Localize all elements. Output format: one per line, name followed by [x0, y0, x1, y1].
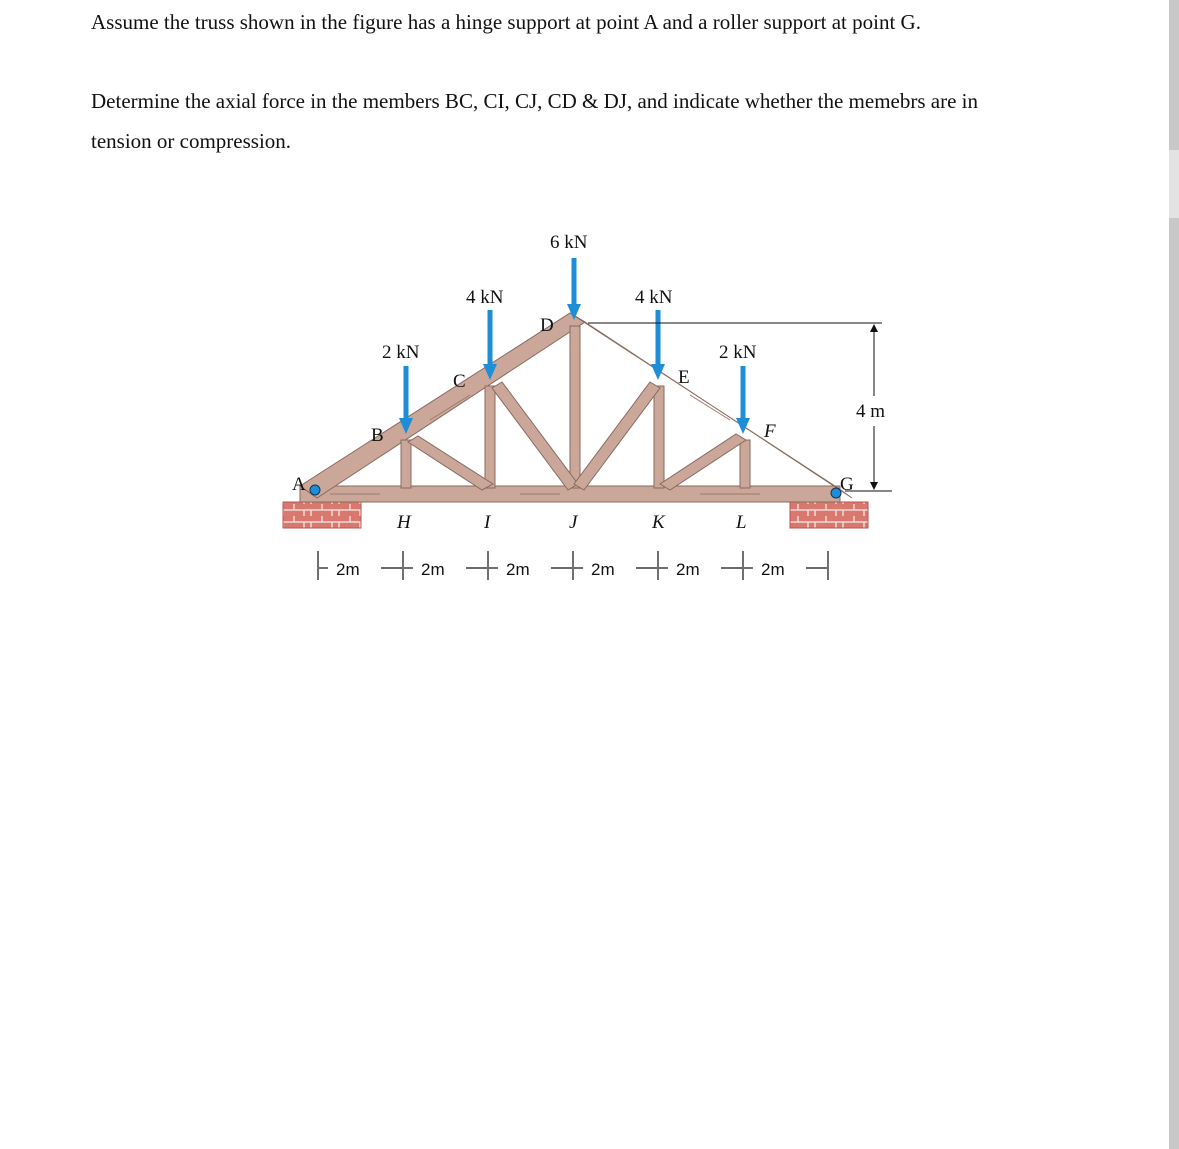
span-label-4: 2m — [591, 560, 615, 579]
problem-text-line-2: Determine the axial force in the members BC, CI, CJ, CD & DJ, and indicate whether the memebrs are in — [91, 89, 978, 113]
load-label-left-lower: 2 kN — [382, 342, 420, 363]
height-arrow-top — [870, 324, 878, 332]
load-label-right-lower: 2 kN — [719, 342, 757, 363]
span-label-6: 2m — [761, 560, 785, 579]
member-FL — [740, 440, 750, 488]
load-label-left-upper: 4 kN — [466, 287, 504, 308]
joint-label-F: F — [764, 421, 776, 442]
span-label-5: 2m — [676, 560, 700, 579]
span-label-1: 2m — [336, 560, 360, 579]
joint-label-D: D — [540, 315, 554, 336]
right-support-brick — [790, 502, 868, 528]
member-DJ — [570, 326, 580, 488]
member-EJ — [574, 382, 660, 490]
problem-text-line-3: tension or compression. — [91, 129, 292, 153]
top-chord-left — [300, 313, 585, 498]
problem-text-line-1: Assume the truss shown in the figure has a hinge support at point A and a roller support at point G. — [91, 10, 921, 34]
span-label-3: 2m — [506, 560, 530, 579]
joint-label-A: A — [292, 474, 306, 495]
joint-label-J: J — [569, 512, 578, 533]
joint-label-B: B — [371, 425, 384, 446]
load-label-top: 6 kN — [550, 232, 588, 253]
hinge-pin-A — [310, 485, 320, 495]
joint-label-E: E — [678, 367, 690, 388]
height-arrow-bottom — [870, 482, 878, 490]
joint-label-G: G — [840, 474, 854, 495]
joint-label-I: I — [484, 512, 491, 533]
scrollbar-thumb-lower[interactable] — [1169, 218, 1179, 1149]
span-dimension — [318, 551, 828, 580]
joint-label-H: H — [397, 512, 411, 533]
member-CI — [485, 386, 495, 488]
height-label: 4 m — [856, 401, 886, 422]
left-support-brick — [283, 502, 361, 528]
joint-label-K: K — [652, 512, 665, 533]
member-EL — [660, 434, 746, 490]
joint-label-L: L — [736, 512, 747, 533]
top-chord-right — [570, 313, 852, 498]
member-CH — [408, 436, 493, 490]
scrollbar-thumb[interactable] — [1169, 0, 1179, 150]
span-label-2: 2m — [421, 560, 445, 579]
joint-label-C: C — [453, 371, 466, 392]
member-CJ — [492, 382, 578, 490]
member-EK — [654, 386, 664, 488]
member-BH — [401, 440, 411, 488]
load-label-right-upper: 4 kN — [635, 287, 673, 308]
